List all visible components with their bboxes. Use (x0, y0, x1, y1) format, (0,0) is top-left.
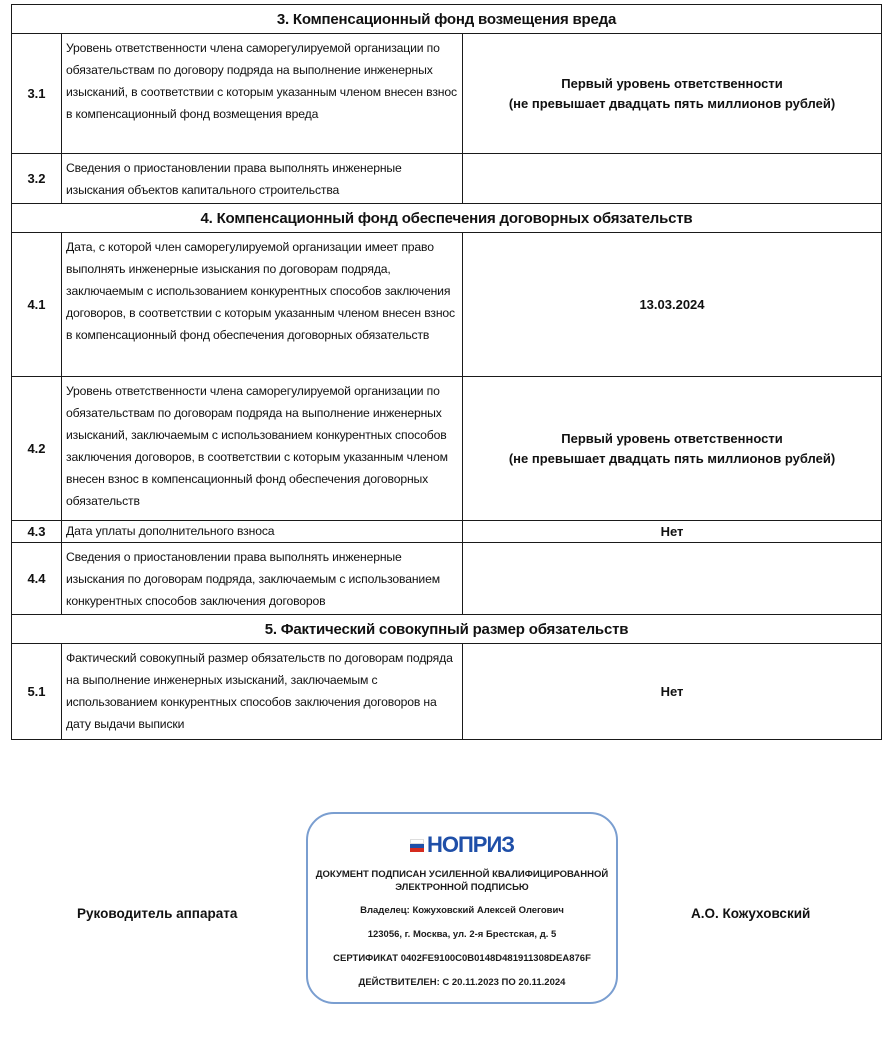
row-value-line: Нет (660, 523, 684, 539)
row-description: Сведения о приостановлении права выполнять инженерные изыскания объектов капитального строительства (62, 154, 463, 204)
row-number: 3.1 (12, 34, 62, 154)
signer-name: А.О. Кожуховский (691, 906, 811, 921)
table-row (12, 644, 882, 740)
row-value (463, 521, 882, 543)
table-row (12, 543, 882, 615)
signature-block (0, 810, 892, 1010)
signer-position: Руководитель аппарата (77, 906, 238, 921)
row-description: Сведения о приостановлении права выполнять инженерные изыскания по договорам подряда, заключаемым с использованием конкурентных способов заключения договоров (62, 543, 463, 615)
stamp-certificate: СЕРТИФИКАТ 0402FE9100C0B0148D481911308DEA876F (333, 953, 591, 964)
stamp-owner: Владелец: Кожуховский Алексей Олегович (360, 905, 564, 916)
table-row (12, 154, 882, 204)
row-value (463, 543, 882, 615)
stamp-address: 123056, г. Москва, ул. 2-я Брестская, д. 5 (367, 929, 557, 940)
row-number: 4.3 (12, 521, 62, 543)
row-value (463, 154, 882, 204)
table-row (12, 521, 882, 543)
stamp-logo-text: НОПРИЗ (426, 832, 515, 857)
row-description: Уровень ответственности члена саморегулируемой организации по обязательствам по договорам подряда на выполнение инженерных изысканий, заключаемым с использованием конкурентных способов заключения договоров, в соответствии с которым указанным членом внесен взнос в компенсационный фонд обеспечения договорных обязательств (62, 377, 463, 521)
stamp-heading: ЭЛЕКТРОННОЙ ПОДПИСЬЮ (395, 882, 529, 893)
row-description: Фактический совокупный размер обязательств по договорам подряда на выполнение инженерных изысканий, заключаемым с использованием конкурентных способов заключения договоров на дату выдачи выписки (62, 644, 463, 740)
row-number: 3.2 (12, 154, 62, 204)
row-value (463, 377, 882, 521)
section-header (12, 5, 882, 34)
section-header (12, 615, 882, 644)
table-row (12, 377, 882, 521)
row-number: 4.2 (12, 377, 62, 521)
section-header (12, 204, 882, 233)
row-value-line: Нет (660, 683, 684, 699)
row-value-line: Первый уровень ответственности (561, 75, 783, 91)
row-number: 5.1 (12, 644, 62, 740)
extract-table (11, 4, 882, 740)
row-value-line: (не превышает двадцать пять миллионов рублей) (508, 95, 836, 111)
stamp-logo (308, 832, 616, 858)
electronic-signature-stamp (306, 812, 618, 1004)
section-title: 3. Компенсационный фонд возмещения вреда (12, 5, 882, 34)
row-value (463, 644, 882, 740)
russian-flag-icon (410, 839, 424, 851)
row-value-line: Первый уровень ответственности (561, 430, 783, 446)
row-value (463, 34, 882, 154)
table-row (12, 34, 882, 154)
row-description: Дата уплаты дополнительного взноса (62, 521, 463, 543)
row-value (463, 233, 882, 377)
stamp-validity: ДЕЙСТВИТЕЛЕН: С 20.11.2023 ПО 20.11.2024 (358, 977, 566, 988)
section-title: 5. Фактический совокупный размер обязательств (12, 615, 882, 644)
row-value-line: (не превышает двадцать пять миллионов рублей) (508, 450, 836, 466)
row-number: 4.4 (12, 543, 62, 615)
stamp-heading: ДОКУМЕНТ ПОДПИСАН УСИЛЕННОЙ КВАЛИФИЦИРОВАННОЙ (315, 869, 609, 880)
row-description: Уровень ответственности члена саморегулируемой организации по обязательствам по договору подряда на выполнение инженерных изысканий, в соответствии с которым указанным членом внесен взнос в компенсационный фонд возмещения вреда (62, 34, 463, 154)
row-description: Дата, с которой член саморегулируемой организации имеет право выполнять инженерные изыскания по договорам подряда, заключаемым с использованием конкурентных способов заключения договоров, в соответствии с которым указанным членом внесен взнос в компенсационный фонд обеспечения договорных обязательств (62, 233, 463, 377)
table-row (12, 233, 882, 377)
row-number: 4.1 (12, 233, 62, 377)
section-title: 4. Компенсационный фонд обеспечения договорных обязательств (12, 204, 882, 233)
row-value-line: 13.03.2024 (639, 296, 705, 312)
